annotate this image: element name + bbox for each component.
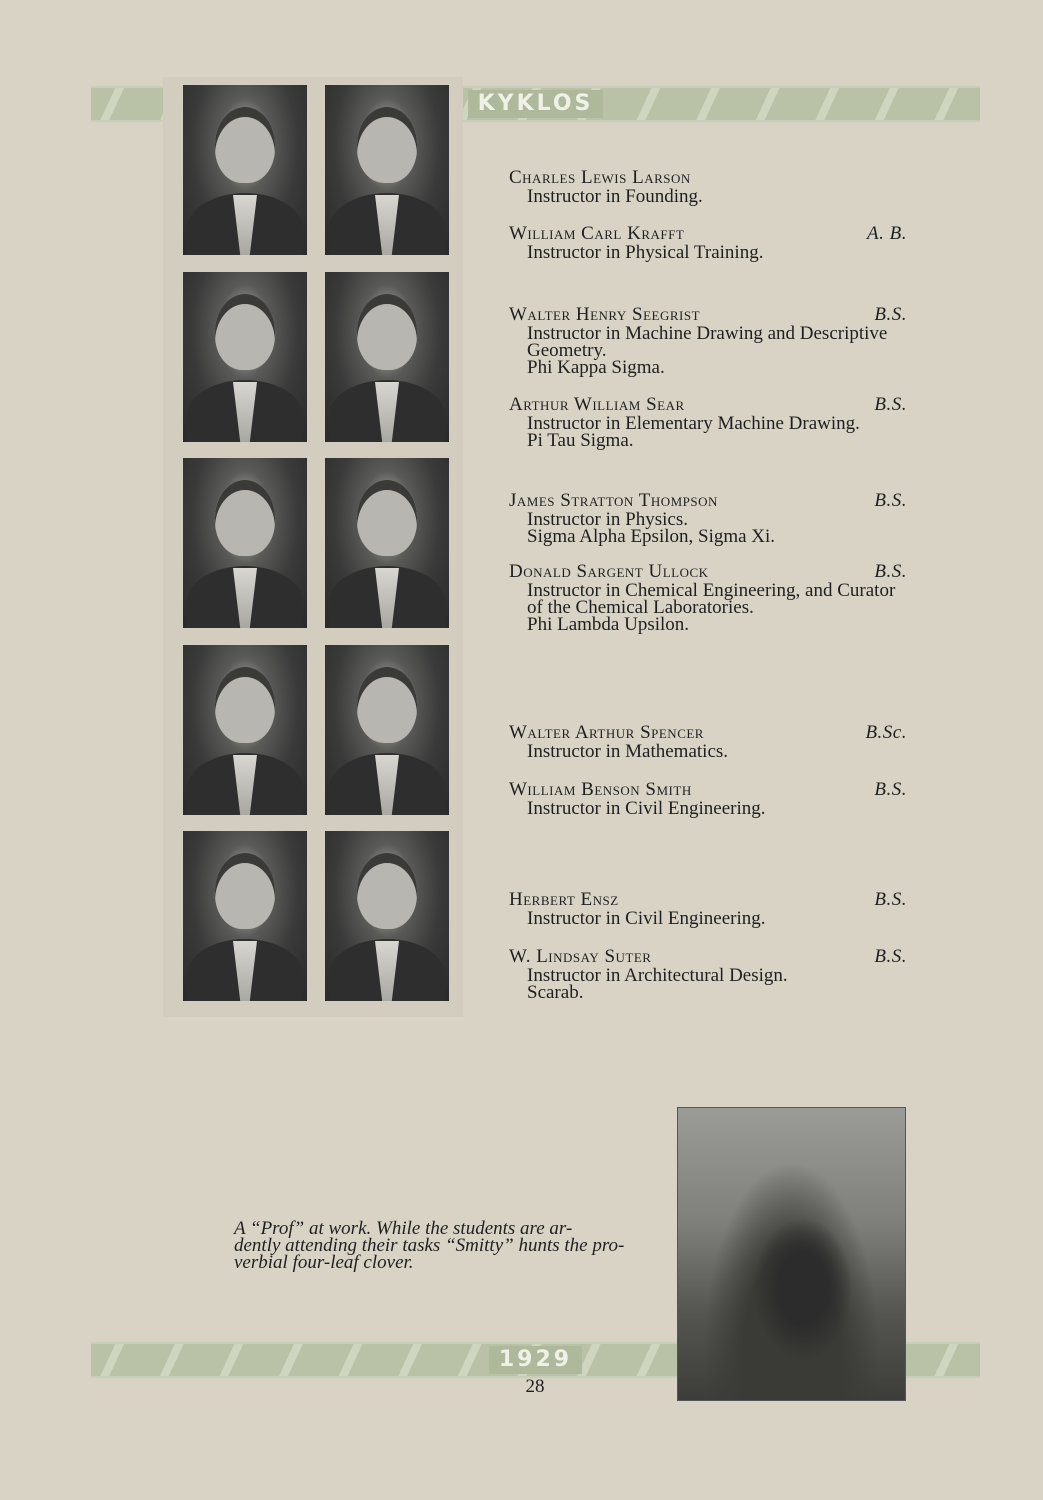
faculty-detail: Instructor in Founding. [527, 186, 703, 207]
faculty-entry [509, 305, 907, 376]
faculty-name: Walter Arthur Spencer [509, 722, 704, 743]
faculty-detail: Instructor in Physics. [527, 509, 688, 530]
faculty-detail: Instructor in Chemical Engineering, and Curator [527, 580, 896, 601]
field-photo [677, 1107, 906, 1401]
faculty-name: Herbert Ensz [509, 889, 619, 910]
footer-band-label: 1929 [489, 1346, 582, 1374]
caption-line: A “Prof” at work. While the students are ar- [234, 1218, 573, 1239]
faculty-detail: Instructor in Architectural Design. [527, 965, 788, 986]
faculty-entry [509, 562, 907, 633]
faculty-degree: B.S. [874, 946, 907, 967]
faculty-entry [509, 723, 907, 760]
faculty-degree: B.S. [874, 490, 907, 511]
faculty-entry [509, 395, 907, 449]
faculty-name: Charles Lewis Larson [509, 167, 691, 188]
faculty-name: William Benson Smith [509, 779, 692, 800]
faculty-name: W. Lindsay Suter [509, 946, 652, 967]
faculty-detail: Instructor in Mathematics. [527, 741, 729, 762]
faculty-entry [509, 947, 907, 1001]
page-number: 28 [525, 1376, 545, 1397]
faculty-entry [509, 780, 907, 817]
faculty-degree: B.S. [874, 561, 907, 582]
faculty-degree: B.S. [874, 304, 907, 325]
faculty-degree: B.S. [874, 889, 907, 910]
faculty-entry [509, 890, 907, 927]
faculty-entry [509, 224, 907, 261]
faculty-degree: A. B. [867, 223, 907, 244]
faculty-detail: Sigma Alpha Epsilon, Sigma Xi. [527, 526, 776, 547]
faculty-name: Walter Henry Seegrist [509, 304, 701, 325]
faculty-entry [509, 491, 907, 545]
faculty-detail: of the Chemical Laboratories. [527, 597, 754, 618]
faculty-detail: Scarab. [527, 982, 584, 1003]
faculty-detail: Instructor in Civil Engineering. [527, 798, 766, 819]
faculty-name: Arthur William Sear [509, 394, 685, 415]
faculty-degree: B.S. [874, 779, 907, 800]
photo-caption [234, 1220, 646, 1271]
header-band-label: KYKLOS [468, 90, 604, 118]
faculty-degree: B.Sc. [865, 722, 907, 743]
faculty-detail: Phi Kappa Sigma. [527, 357, 665, 378]
faculty-detail: Instructor in Elementary Machine Drawing. [527, 413, 860, 434]
faculty-name: William Carl Krafft [509, 223, 685, 244]
faculty-detail: Geometry. [527, 340, 607, 361]
faculty-detail: Instructor in Machine Drawing and Descriptive [527, 323, 888, 344]
faculty-detail: Pi Tau Sigma. [527, 430, 634, 451]
caption-line: verbial four-leaf clover. [234, 1252, 414, 1273]
faculty-detail: Instructor in Civil Engineering. [527, 908, 766, 929]
faculty-entry [509, 168, 907, 205]
faculty-detail: Instructor in Physical Training. [527, 242, 764, 263]
faculty-name: Donald Sargent Ullock [509, 561, 709, 582]
faculty-detail: Phi Lambda Upsilon. [527, 614, 690, 635]
caption-line: dently attending their tasks “Smitty” hunts the pro- [234, 1235, 625, 1256]
faculty-name: James Stratton Thompson [509, 490, 718, 511]
faculty-degree: B.S. [874, 394, 907, 415]
